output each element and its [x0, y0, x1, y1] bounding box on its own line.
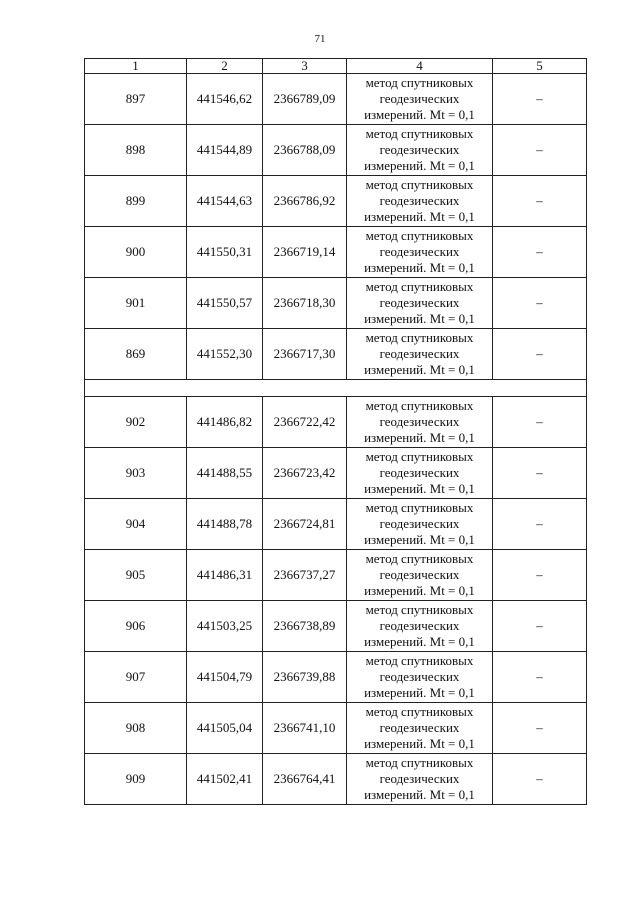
method-line: измерений. Mt = 0,1 [364, 209, 475, 224]
y-coordinate-cell: 2366786,92 [263, 176, 347, 227]
x-coordinate-cell: 441504,79 [187, 652, 263, 703]
note-cell: – [493, 448, 587, 499]
point-number-cell: 899 [85, 176, 187, 227]
y-coordinate-cell: 2366741,10 [263, 703, 347, 754]
table-row [85, 227, 587, 278]
y-coordinate-cell: 2366764,41 [263, 754, 347, 805]
point-number-cell: 901 [85, 278, 187, 329]
table-row [85, 550, 587, 601]
note-cell: – [493, 652, 587, 703]
method-cell [347, 499, 493, 550]
table-row [85, 499, 587, 550]
method-cell [347, 448, 493, 499]
method-line: метод спутниковых [365, 551, 474, 566]
point-number-cell: 909 [85, 754, 187, 805]
table-row [85, 176, 587, 227]
x-coordinate-cell: 441488,78 [187, 499, 263, 550]
method-line: измерений. Mt = 0,1 [364, 481, 475, 496]
note-cell: – [493, 601, 587, 652]
note-cell: – [493, 550, 587, 601]
y-coordinate-cell: 2366722,42 [263, 397, 347, 448]
method-cell [347, 652, 493, 703]
point-number-cell: 897 [85, 74, 187, 125]
table-row [85, 397, 587, 448]
coordinates-table [84, 58, 587, 805]
table-row [85, 601, 587, 652]
x-coordinate-cell: 441502,41 [187, 754, 263, 805]
header-cell-5: 5 [493, 59, 587, 74]
method-line: метод спутниковых [365, 330, 474, 345]
table-body [85, 59, 587, 805]
table-row [85, 754, 587, 805]
method-line: геодезических [379, 142, 460, 157]
x-coordinate-cell: 441503,25 [187, 601, 263, 652]
point-number-cell: 906 [85, 601, 187, 652]
page-number: 71 [314, 33, 326, 45]
method-line: измерений. Mt = 0,1 [364, 107, 475, 122]
note-cell: – [493, 278, 587, 329]
method-line: геодезических [379, 720, 460, 735]
table-row [85, 125, 587, 176]
method-line: метод спутниковых [365, 126, 474, 141]
method-line: измерений. Mt = 0,1 [364, 634, 475, 649]
method-line: метод спутниковых [365, 653, 474, 668]
method-line: метод спутниковых [365, 602, 474, 617]
x-coordinate-cell: 441486,82 [187, 397, 263, 448]
y-coordinate-cell: 2366737,27 [263, 550, 347, 601]
x-coordinate-cell: 441486,31 [187, 550, 263, 601]
x-coordinate-cell: 441546,62 [187, 74, 263, 125]
table-row [85, 703, 587, 754]
point-number-cell: 904 [85, 499, 187, 550]
note-cell: – [493, 397, 587, 448]
note-cell: – [493, 329, 587, 380]
method-line: метод спутниковых [365, 755, 474, 770]
method-cell [347, 176, 493, 227]
method-line: метод спутниковых [365, 279, 474, 294]
method-line: измерений. Mt = 0,1 [364, 430, 475, 445]
method-line: метод спутниковых [365, 398, 474, 413]
method-cell [347, 74, 493, 125]
method-cell [347, 227, 493, 278]
note-cell: – [493, 227, 587, 278]
table-row [85, 448, 587, 499]
separator-row [85, 380, 587, 397]
note-cell: – [493, 703, 587, 754]
point-number-cell: 903 [85, 448, 187, 499]
y-coordinate-cell: 2366719,14 [263, 227, 347, 278]
method-cell [347, 550, 493, 601]
method-cell [347, 329, 493, 380]
note-cell: – [493, 754, 587, 805]
method-line: измерений. Mt = 0,1 [364, 311, 475, 326]
method-line: измерений. Mt = 0,1 [364, 158, 475, 173]
table-row [85, 278, 587, 329]
method-line: измерений. Mt = 0,1 [364, 362, 475, 377]
x-coordinate-cell: 441550,31 [187, 227, 263, 278]
y-coordinate-cell: 2366739,88 [263, 652, 347, 703]
separator-cell [85, 380, 587, 397]
point-number-cell: 869 [85, 329, 187, 380]
y-coordinate-cell: 2366717,30 [263, 329, 347, 380]
y-coordinate-cell: 2366724,81 [263, 499, 347, 550]
method-line: геодезических [379, 244, 460, 259]
x-coordinate-cell: 441552,30 [187, 329, 263, 380]
y-coordinate-cell: 2366789,09 [263, 74, 347, 125]
method-line: геодезических [379, 465, 460, 480]
method-line: геодезических [379, 91, 460, 106]
method-cell [347, 754, 493, 805]
method-line: геодезических [379, 516, 460, 531]
note-cell: – [493, 499, 587, 550]
note-cell: – [493, 74, 587, 125]
method-line: геодезических [379, 669, 460, 684]
header-cell-3: 3 [263, 59, 347, 74]
method-line: геодезических [379, 771, 460, 786]
x-coordinate-cell: 441488,55 [187, 448, 263, 499]
method-cell [347, 703, 493, 754]
point-number-cell: 907 [85, 652, 187, 703]
method-line: геодезических [379, 618, 460, 633]
x-coordinate-cell: 441544,63 [187, 176, 263, 227]
x-coordinate-cell: 441550,57 [187, 278, 263, 329]
method-line: метод спутниковых [365, 75, 474, 90]
method-line: измерений. Mt = 0,1 [364, 532, 475, 547]
method-cell [347, 278, 493, 329]
y-coordinate-cell: 2366718,30 [263, 278, 347, 329]
method-line: геодезических [379, 193, 460, 208]
point-number-cell: 908 [85, 703, 187, 754]
method-line: измерений. Mt = 0,1 [364, 736, 475, 751]
method-line: метод спутниковых [365, 704, 474, 719]
table-row [85, 652, 587, 703]
method-line: измерений. Mt = 0,1 [364, 685, 475, 700]
header-cell-1: 1 [85, 59, 187, 74]
note-cell: – [493, 125, 587, 176]
point-number-cell: 898 [85, 125, 187, 176]
method-line: геодезических [379, 346, 460, 361]
header-row [85, 59, 587, 74]
method-line: метод спутниковых [365, 177, 474, 192]
note-cell: – [493, 176, 587, 227]
method-cell [347, 397, 493, 448]
method-line: измерений. Mt = 0,1 [364, 583, 475, 598]
point-number-cell: 900 [85, 227, 187, 278]
method-line: метод спутниковых [365, 500, 474, 515]
x-coordinate-cell: 441505,04 [187, 703, 263, 754]
table-row [85, 329, 587, 380]
point-number-cell: 905 [85, 550, 187, 601]
y-coordinate-cell: 2366738,89 [263, 601, 347, 652]
method-cell [347, 125, 493, 176]
method-line: геодезических [379, 414, 460, 429]
method-line: измерений. Mt = 0,1 [364, 260, 475, 275]
x-coordinate-cell: 441544,89 [187, 125, 263, 176]
y-coordinate-cell: 2366723,42 [263, 448, 347, 499]
method-cell [347, 601, 493, 652]
point-number-cell: 902 [85, 397, 187, 448]
method-line: геодезических [379, 295, 460, 310]
method-line: измерений. Mt = 0,1 [364, 787, 475, 802]
table-row [85, 74, 587, 125]
header-cell-2: 2 [187, 59, 263, 74]
method-line: метод спутниковых [365, 449, 474, 464]
method-line: геодезических [379, 567, 460, 582]
method-line: метод спутниковых [365, 228, 474, 243]
header-cell-4: 4 [347, 59, 493, 74]
y-coordinate-cell: 2366788,09 [263, 125, 347, 176]
